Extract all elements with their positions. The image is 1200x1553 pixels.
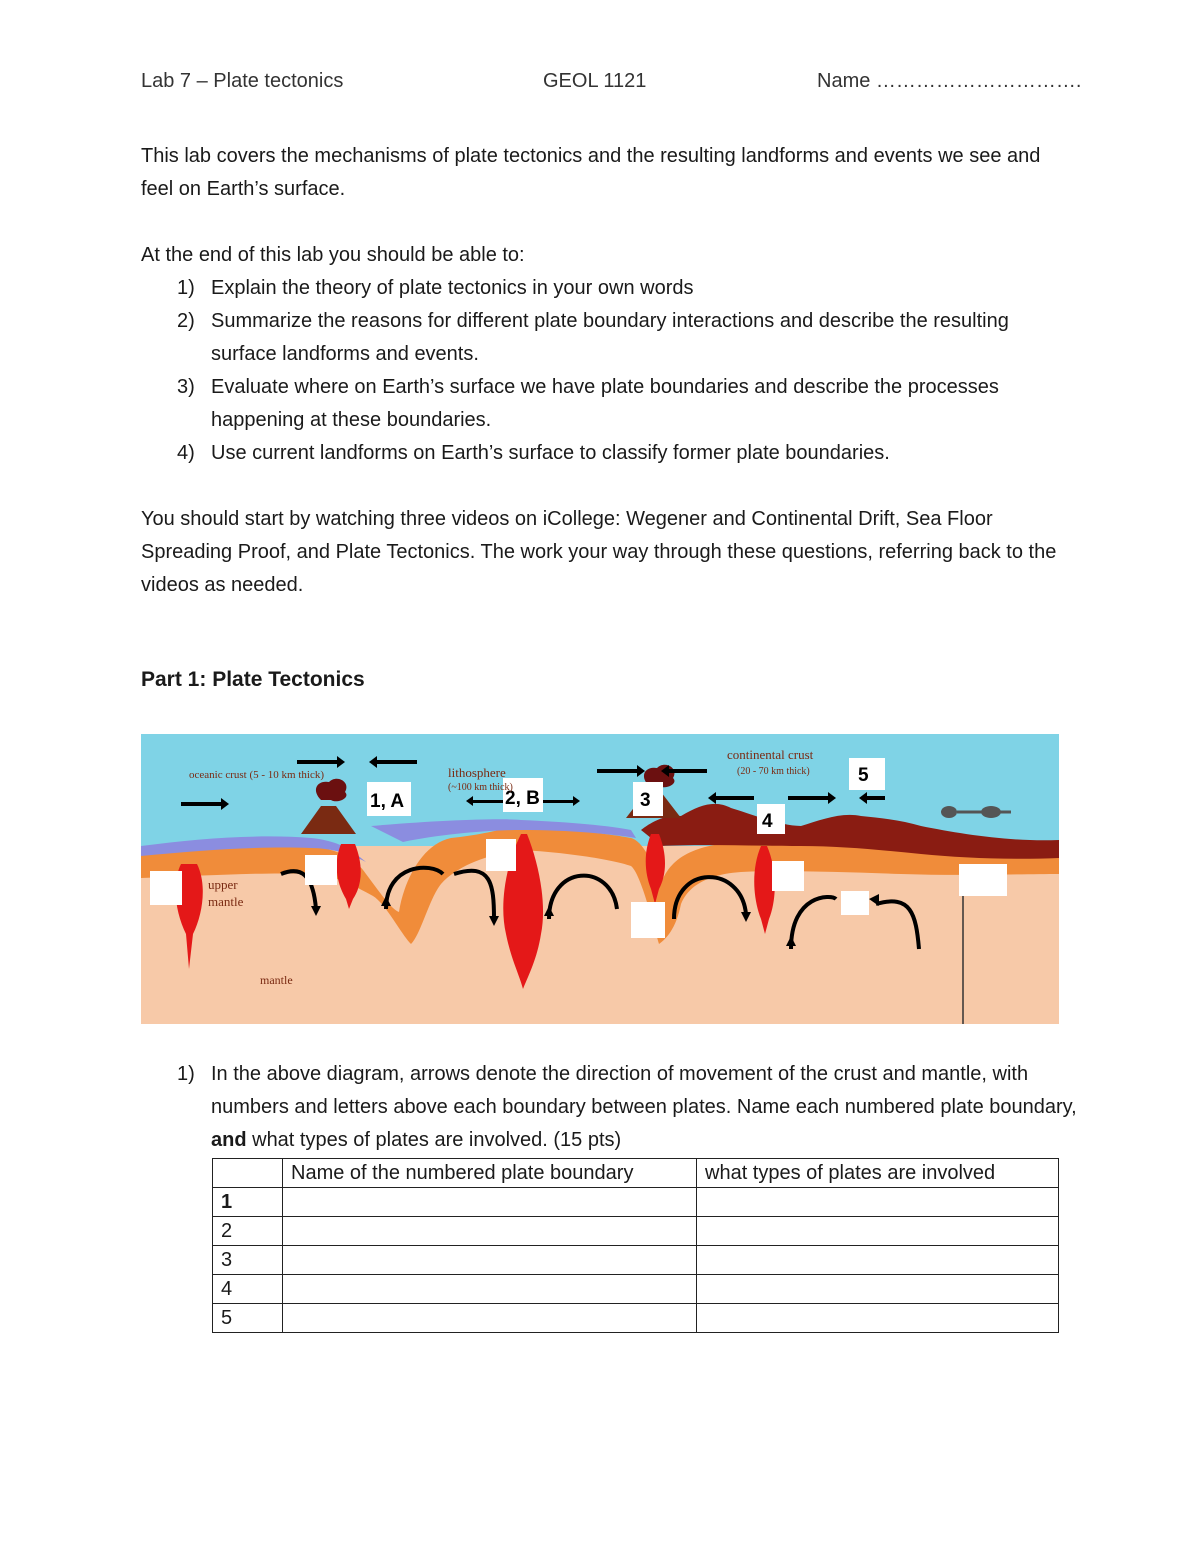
boundary-answer-cell[interactable] [283, 1217, 697, 1246]
lithosphere-thickness-label: (~100 km thick) [448, 782, 513, 793]
objective-item [141, 272, 1071, 305]
objective-text: Explain the theory of plate tectonics in your own words [211, 277, 694, 299]
objective-item [141, 305, 1071, 371]
row-number: 1 [213, 1188, 283, 1217]
table-row [213, 1217, 1059, 1246]
plates-answer-cell[interactable] [697, 1217, 1059, 1246]
boundary-label-4 [757, 804, 785, 834]
question-text-bold: and [211, 1129, 247, 1151]
boundary-label-3 [633, 782, 663, 816]
lithosphere-label: lithosphere [448, 765, 506, 780]
objective-text: Use current landforms on Earth’s surface to classify former plate boundaries. [211, 442, 890, 464]
question-number: 1) [177, 1063, 195, 1085]
table-header-row [213, 1159, 1059, 1188]
table-row [213, 1304, 1059, 1333]
objective-number: 4) [177, 442, 195, 464]
oceanic-crust-label: oceanic crust (5 - 10 km thick) [189, 769, 325, 781]
objective-item [141, 371, 1071, 437]
boundary-1A-text: 1, A [370, 791, 405, 812]
continental-crust-label: continental crust [727, 747, 814, 762]
table-header-blank [213, 1159, 283, 1188]
objective-text: Summarize the reasons for different plate boundary interactions and describe the resulting surface landforms and events. [211, 310, 1009, 365]
upper-mantle-label-line1: upper [208, 877, 238, 892]
question-text-part-b: what types of plates are involved. (15 pts) [246, 1129, 622, 1151]
plates-answer-cell[interactable] [697, 1188, 1059, 1217]
intro-paragraph: This lab covers the mechanisms of plate tectonics and the resulting landforms and events we see and feel on Earth’s surface. [141, 145, 1041, 200]
boundary-label-5 [849, 758, 885, 790]
boundary-answer-cell[interactable] [283, 1188, 697, 1217]
row-number: 4 [213, 1275, 283, 1304]
objective-number: 3) [177, 376, 195, 398]
upper-mantle-label-line2: mantle [208, 894, 244, 909]
boundary-answer-cell[interactable] [283, 1275, 697, 1304]
name-field[interactable]: Name …………………………. [817, 70, 1082, 92]
plates-answer-cell[interactable] [697, 1275, 1059, 1304]
boundary-5-text: 5 [858, 765, 869, 786]
objective-number: 2) [177, 310, 195, 332]
boundary-answer-cell[interactable] [283, 1246, 697, 1275]
objective-text: Evaluate where on Earth’s surface we have plate boundaries and describe the processes happening at these boundaries. [211, 376, 999, 431]
row-number: 3 [213, 1246, 283, 1275]
boundary-3-text: 3 [640, 790, 651, 811]
objective-item [141, 437, 1071, 470]
table-row [213, 1188, 1059, 1217]
boundary-answer-cell[interactable] [283, 1304, 697, 1333]
instructions-paragraph: You should start by watching three videos on iCollege: Wegener and Continental Drift, Sea Floor Spreading Proof, and Plate Tectonics. The work your way through these questions, referring back to the videos as needed. [141, 508, 1057, 596]
table-row [213, 1275, 1059, 1304]
objectives-list [141, 272, 1071, 470]
question-text-part-a: In the above diagram, arrows denote the direction of movement of the crust and mantle, with numbers and letters above each boundary between plates. Name each numbered plate boundary, [211, 1063, 1077, 1118]
continental-thickness-label: (20 - 70 km thick) [737, 766, 810, 777]
row-number: 5 [213, 1304, 283, 1333]
plates-answer-cell[interactable] [697, 1246, 1059, 1275]
answer-table [212, 1158, 1059, 1333]
lab-title: Lab 7 – Plate tectonics [141, 70, 344, 92]
boundary-4-text: 4 [762, 811, 773, 832]
course-code: GEOL 1121 [543, 70, 647, 92]
objectives-intro: At the end of this lab you should be able to: [141, 244, 525, 266]
table-header-plates: what types of plates are involved [697, 1159, 1059, 1188]
objective-number: 1) [177, 277, 195, 299]
table-header-boundary: Name of the numbered plate boundary [283, 1159, 697, 1188]
question-text [211, 1058, 1091, 1157]
table-row [213, 1246, 1059, 1275]
row-number: 2 [213, 1217, 283, 1246]
plates-answer-cell[interactable] [697, 1304, 1059, 1333]
part-1-heading: Part 1: Plate Tectonics [141, 668, 365, 691]
boundary-label-1A [367, 782, 411, 816]
mantle-label: mantle [260, 973, 293, 987]
boundary-2B-text: 2, B [505, 788, 540, 809]
plate-tectonics-diagram [141, 734, 1059, 1024]
